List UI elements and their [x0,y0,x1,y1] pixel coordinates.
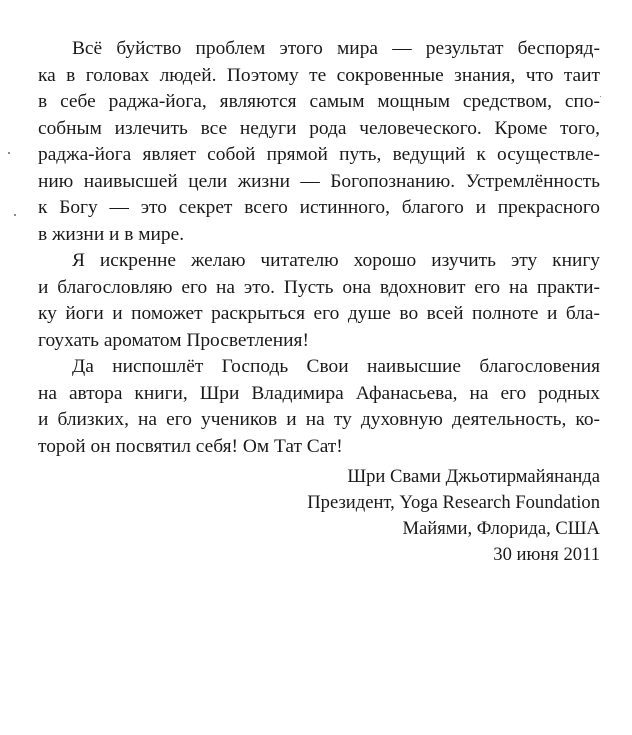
text-line: Я искренне желаю читателю хорошо изучить эту книгу [72,250,600,271]
text-line: Всё буйство проблем этого мира — результат беспоряд- [72,38,600,59]
text-line: Да ниспошлёт Господь Свои наивысшие благословения [72,356,600,377]
scan-speck [600,96,601,97]
signature-name: Шри Свами Джьотирмайянанда [347,466,600,487]
text-line: раджа-йога являет собой прямой путь, ведущий к осуществле- [38,144,600,165]
signature-position: Президент, Yoga Research Foundation [307,492,600,513]
paragraph-2 [38,248,600,354]
text-line: в жизни и в мире. [38,223,185,245]
text-line: собным излечить все недуги рода человеческого. Кроме того, [38,117,600,139]
text-line: торой он посвятил себя! Ом Тат Сат! [38,435,343,457]
scan-speck [8,152,10,154]
text-line: к Богу — это секрет всего истинного, благого и прекрасного [38,197,600,218]
text-line: ка в головах людей. Поэтому те сокровенные знания, что таит [38,64,600,86]
text-line: гоухать ароматом Просветления! [38,329,309,351]
document-body [38,36,600,460]
paragraph-1 [38,36,600,248]
text-line: нию наивысшей цели жизни — Богопознанию. Устремлённость [38,170,600,192]
signature-block [307,464,600,568]
scan-speck [14,214,16,216]
text-line: ку йоги и поможет раскрыться его душе во всей полноте и бла- [38,303,600,324]
paragraph-3 [38,354,600,460]
text-line: на автора книги, Шри Владимира Афанасьева, на его родных [38,382,600,404]
signature-location: Майями, Флорида, США [402,518,600,539]
text-line: и близких, на его учеников и на ту духовную деятельность, ко- [38,409,600,430]
signature-date: 30 июня 2011 [493,544,600,565]
text-line: в себе раджа-йога, являются самым мощным средством, спо- [38,91,600,112]
text-line: и благословляю его на это. Пусть она вдохновит его на практи- [38,276,600,298]
